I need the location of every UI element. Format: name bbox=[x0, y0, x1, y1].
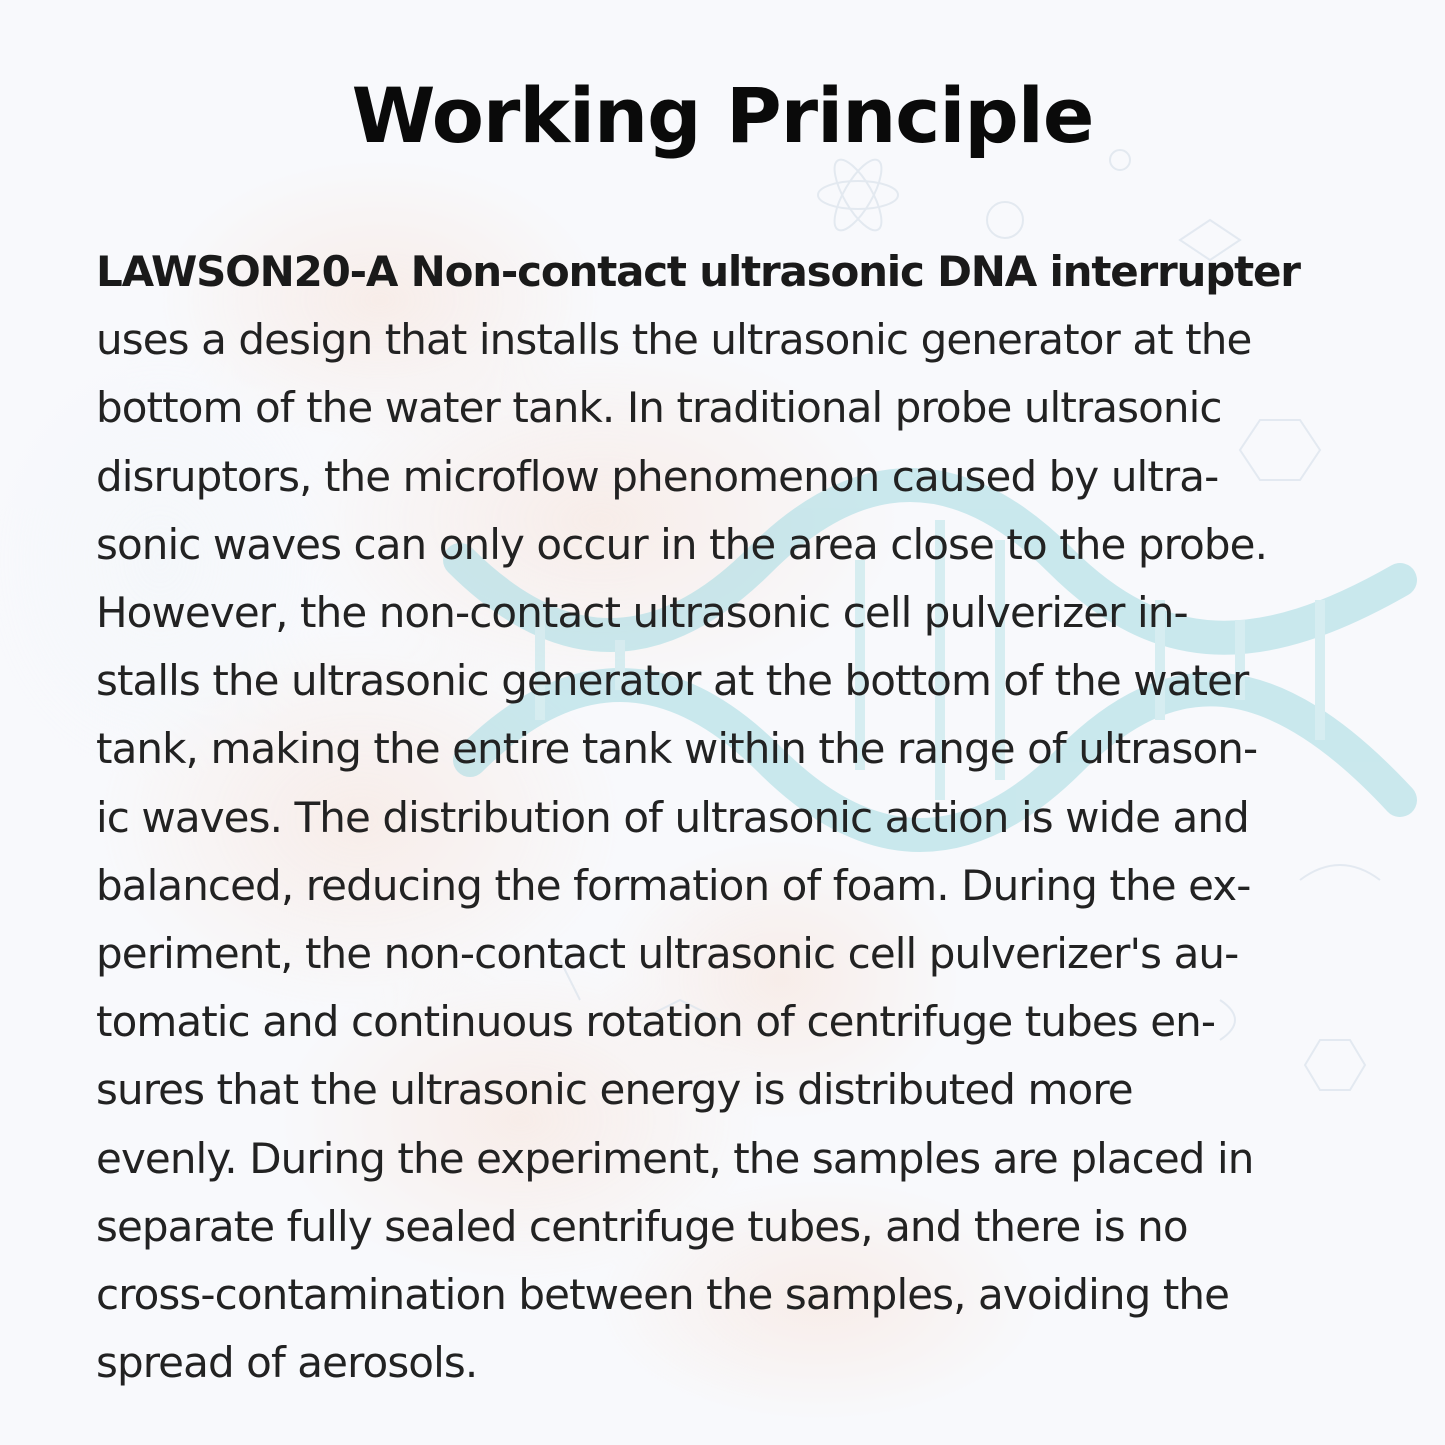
paragraph-line: ic waves. The distribution of ultrasonic action is wide and bbox=[96, 792, 1249, 842]
paragraph-line: bottom of the water tank. In traditional probe ultrasonic bbox=[96, 383, 1222, 433]
paragraph-line: sonic waves can only occur in the area close to the probe. bbox=[96, 519, 1268, 569]
paragraph-line: uses a design that installs the ultrasonic generator at the bbox=[96, 315, 1252, 365]
page-title: Working Principle bbox=[351, 71, 1094, 160]
paragraph-line: balanced, reducing the formation of foam. During the ex- bbox=[96, 860, 1251, 910]
working-principle-paragraph bbox=[96, 238, 1366, 1397]
paragraph-line: periment, the non-contact ultrasonic cell pulverizer's au- bbox=[96, 929, 1239, 979]
paragraph-line: disruptors, the microflow phenomenon caused by ultra- bbox=[96, 451, 1219, 501]
paragraph-line: separate fully sealed centrifuge tubes, and there is no bbox=[96, 1201, 1188, 1251]
paragraph-line: However, the non-contact ultrasonic cell pulverizer in- bbox=[96, 588, 1188, 638]
paragraph-line: cross-contamination between the samples, avoiding the bbox=[96, 1270, 1230, 1320]
paragraph-line: sures that the ultrasonic energy is distributed more bbox=[96, 1065, 1133, 1115]
paragraph-line: spread of aerosols. bbox=[96, 1338, 478, 1388]
paragraph-line: tank, making the entire tank within the range of ultrason- bbox=[96, 724, 1258, 774]
paragraph-lead: LAWSON20-A Non-contact ultrasonic DNA interrupter bbox=[96, 247, 1300, 296]
paragraph-line: evenly. During the experiment, the samples are placed in bbox=[96, 1133, 1254, 1183]
paragraph-line: stalls the ultrasonic generator at the bottom of the water bbox=[96, 656, 1249, 706]
paragraph-line: tomatic and continuous rotation of centrifuge tubes en- bbox=[96, 997, 1216, 1047]
